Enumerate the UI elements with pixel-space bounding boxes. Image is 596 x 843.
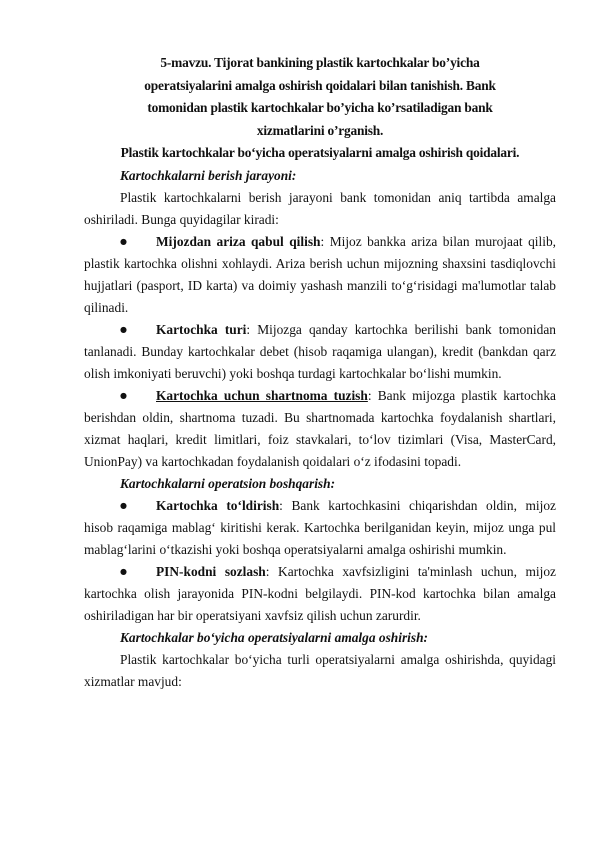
list-item [84,385,556,473]
list-item [84,495,556,561]
bullet-icon: ● [120,566,127,576]
section-heading-card-operations: Kartochkalar bo‘yicha operatsiyalarni amalga oshirish: [120,629,429,645]
title-line-3: tomonidan plastik kartochkalar bo’yicha ko’rsatiladigan bank [147,100,493,115]
document-page [84,52,556,693]
list-item-term: Kartochka uchun shartnoma tuzish [156,387,368,403]
section-intro-card-issuance: Plastik kartochkalarni berish jarayoni bank tomonidan aniq tartibda amalga oshiriladi. Bunga quyidagilar kiradi: [84,189,556,227]
list-item-text: : Mijozga qanday kartochka berilishi bank tomonidan tanlanadi. Bunday kartochkalar debet (hisob raqamiga ulangan), kredit (bankdan qarz olish imkoniyati beruvchi) yoki boshqa turdagi kartochkalar bo‘lishi mumkin. [84,321,556,381]
list-item-term: PIN-kodni sozlash [156,563,266,579]
list-item-term: Kartochka to‘ldirish [156,497,280,513]
section-heading-card-issuance: Kartochkalarni berish jarayoni: [120,167,297,183]
bullet-icon: ● [120,236,127,246]
list-item-text: : Mijoz bankka ariza bilan murojaat qilib, plastik kartochka olishni xohlaydi. Ariza berish uchun mijozning shaxsini tasdiqlovchi hujjatlari (pasport, ID karta) va doimiy yashash manzili to‘g‘risidagi ma'lumotlar talab qilinadi. [84,233,556,315]
list-item-term: Mijozdan ariza qabul qilish [156,233,321,249]
list-item-term: Kartochka turi [156,321,247,337]
list-item [84,561,556,627]
section-heading-operational-management: Kartochkalarni operatsion boshqarish: [120,475,336,491]
list-item [84,319,556,385]
title-line-2: operatsiyalarini amalga oshirish qoidalari bilan tanishish. Bank [144,77,496,93]
bullet-icon: ● [120,324,127,334]
title-line-1: 5-mavzu. Tijorat bankining plastik kartochkalar bo’yicha [160,55,480,70]
section-intro-card-operations: Plastik kartochkalar bo‘yicha turli operatsiyalarni amalga oshirishda, quyidagi xizmatlar mavjud: [84,651,556,689]
bullet-icon: ● [120,390,127,400]
list-item-text: : Kartochka xavfsizligini ta'minlash uchun, mijoz kartochka olish jarayonida PIN-kodni belgilaydi. PIN-kod kartochka bilan amalga oshiriladigan har bir operatsiyani xavfsiz qilish uchun zarurdir. [84,563,556,623]
document-subtitle: Plastik kartochkalar bo‘yicha operatsiyalarni amalga oshirish qoidalari. [120,145,520,160]
list-item-text: : Bank kartochkasini chiqarishdan oldin, mijoz hisob raqamiga mablag‘ kiritishi kerak. Kartochka berilganidan keyin, mijoz unga pul mablag‘larini o‘tkazishi yoki boshqa operatsiyalarni amalga oshirishi mumkin. [84,497,556,557]
list-item [84,231,556,319]
document-title [84,52,556,142]
list-item-text: : Bank mijozga plastik kartochka berishdan oldin, shartnoma tuzadi. Bu shartnomada kartochka foydalanish shartlari, xizmat haqlari, kredit limitlari, foiz stavkalari, to‘lov tizimlari (Visa, MasterCard, UnionPay) va kartochkadan foydalanish qoidalari o‘z ifodasini topadi. [84,387,557,469]
title-line-4: xizmatlarini o’rganish. [256,122,384,138]
bullet-icon: ● [120,500,127,510]
